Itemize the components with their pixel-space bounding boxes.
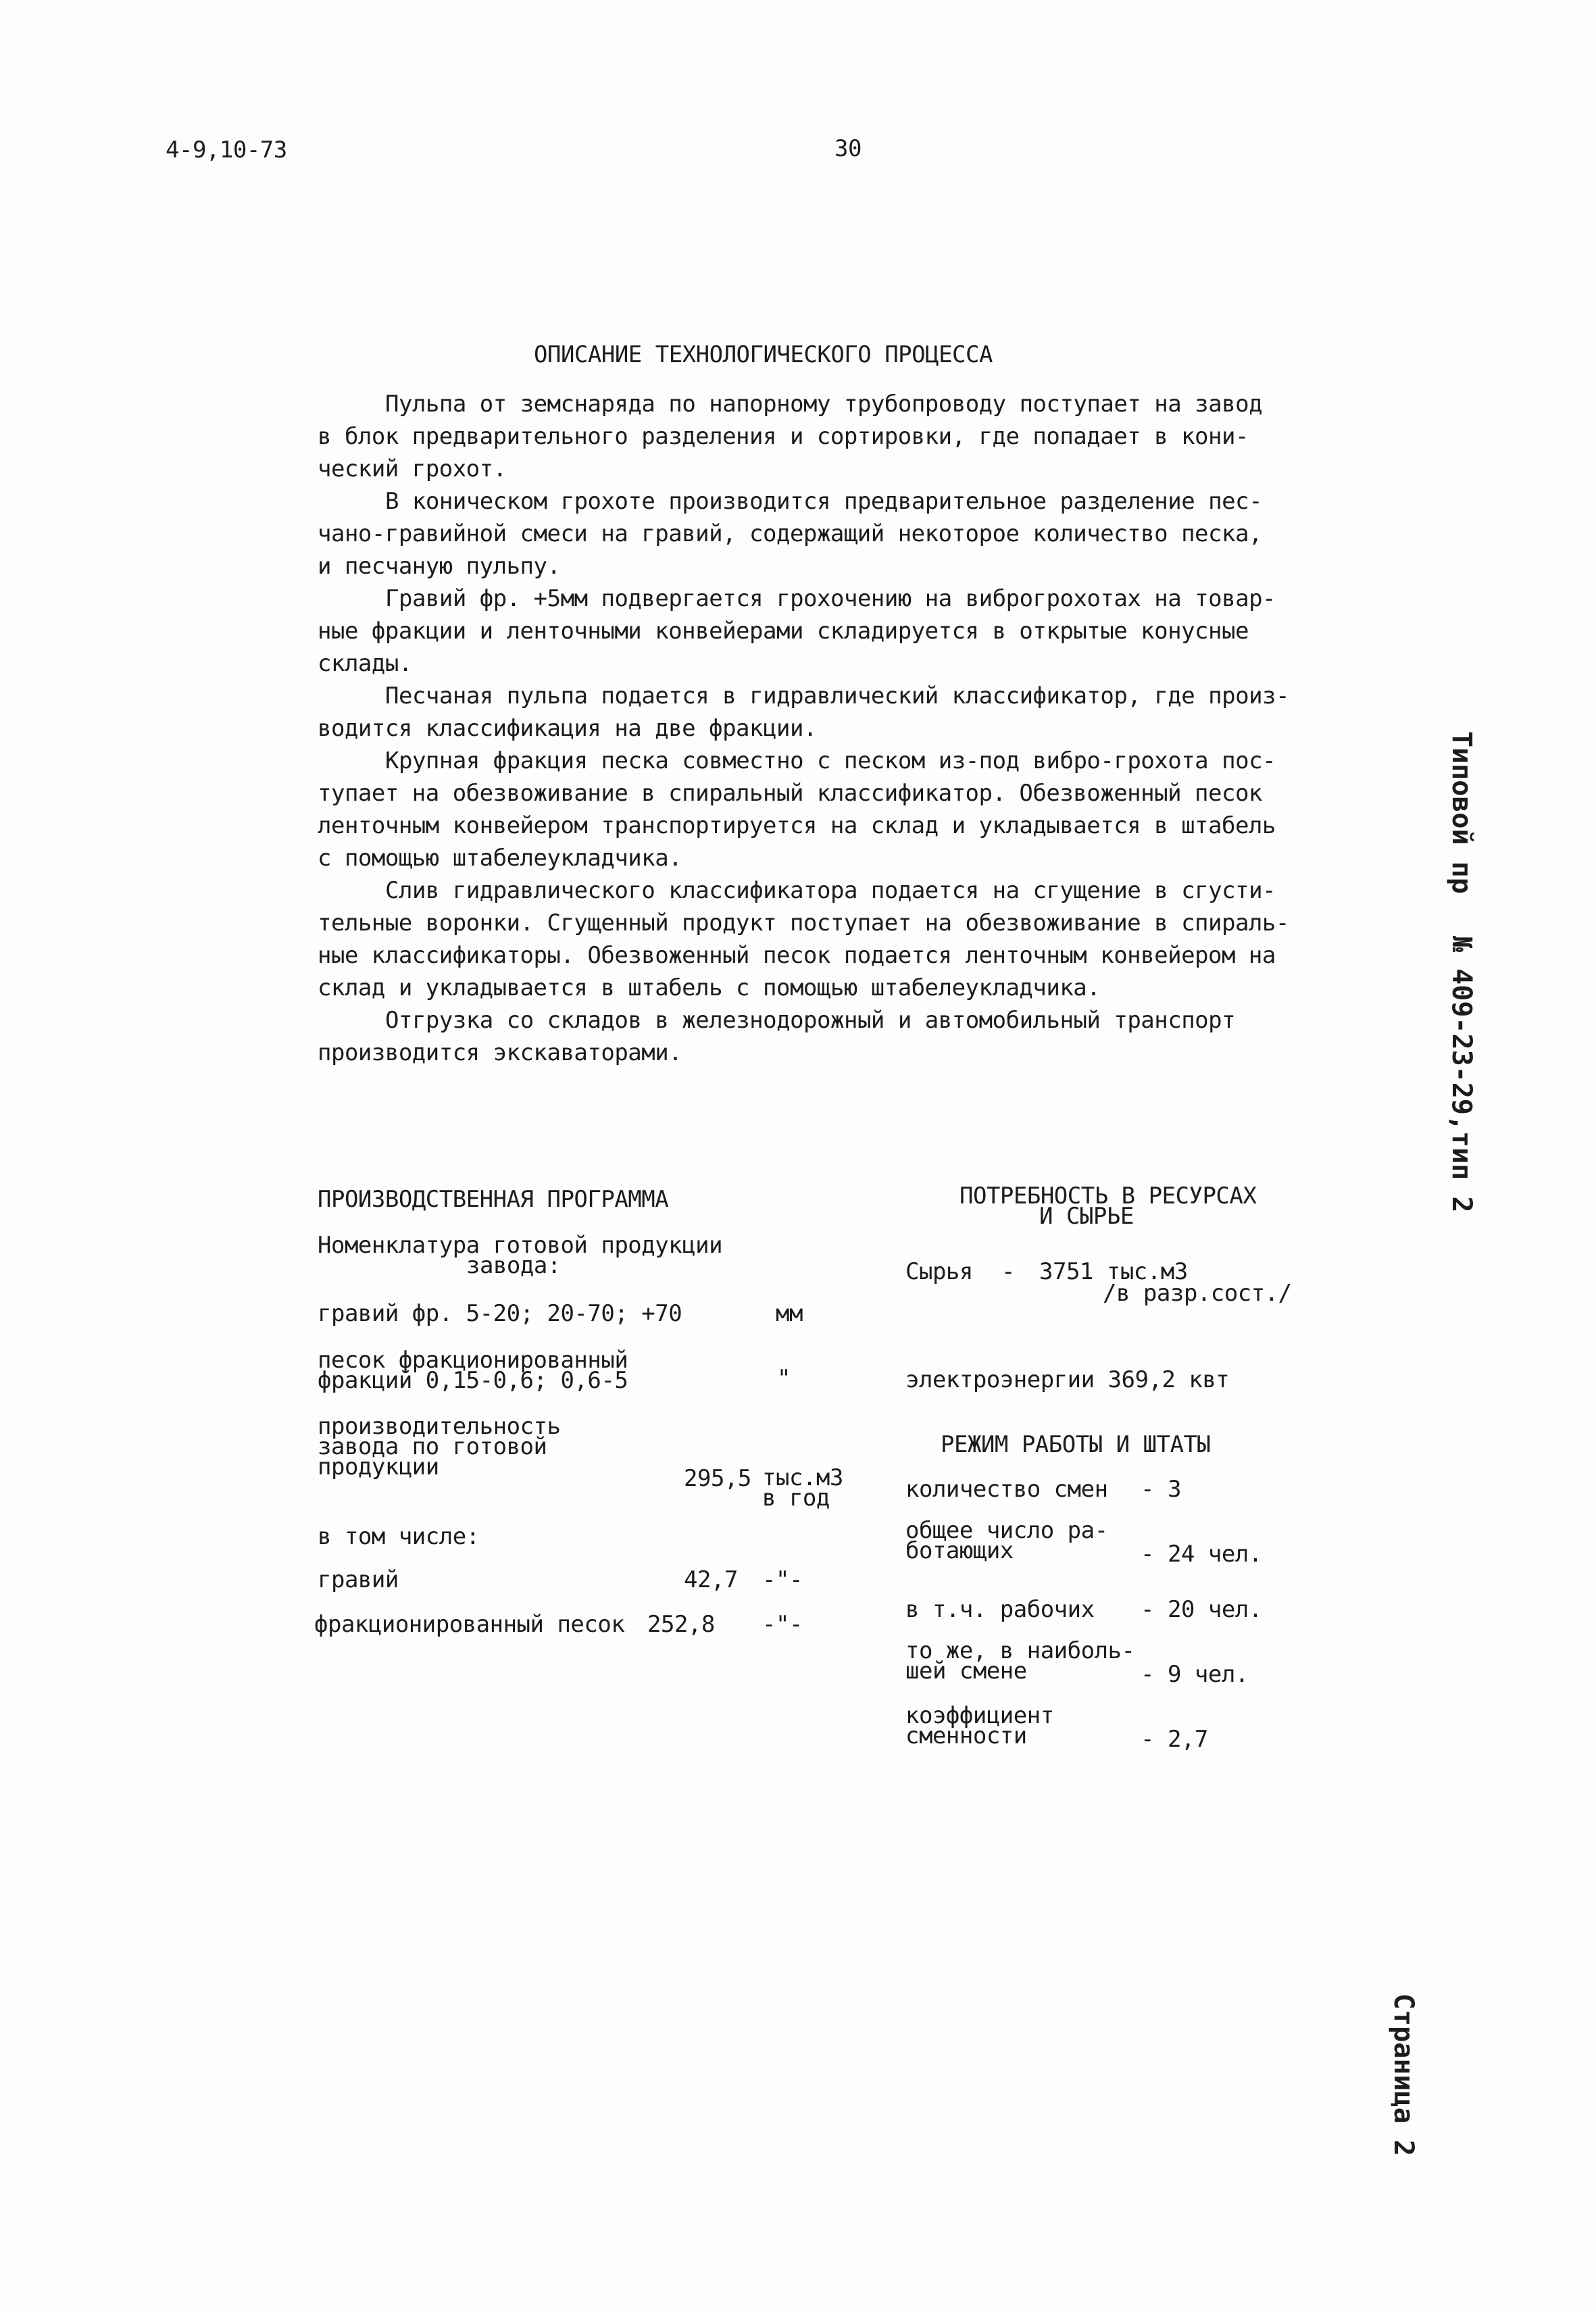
description-line: ческий грохот. xyxy=(318,455,507,482)
workers-label xyxy=(905,1517,1108,1564)
production-workers-value: - 20 чел. xyxy=(1141,1596,1262,1623)
description-line: производится экскаваторами. xyxy=(318,1039,682,1066)
description-line: В коническом грохоте производится предварительное разделение пес- xyxy=(385,488,1263,515)
description-line: Песчаная пульпа подается в гидравлический классификатор, где произ- xyxy=(385,682,1289,710)
raw-material-value: 3751 тыс.м3 xyxy=(1039,1258,1188,1285)
nomenclature-line: завода: xyxy=(466,1252,561,1279)
sand-output-value: 252,8 xyxy=(647,1611,715,1638)
capacity-unit-line: в год xyxy=(762,1485,830,1512)
shift-coefficient-line: сменности xyxy=(905,1722,1027,1749)
capacity-line: завода по готовой xyxy=(318,1433,547,1460)
description-line: с помощью штабелеукладчика. xyxy=(318,845,682,872)
raw-material-dash: - xyxy=(1001,1258,1015,1285)
power-consumption: электроэнергии 369,2 квт xyxy=(905,1366,1230,1393)
description-line: Отгрузка со складов в железнодорожный и автомобильный транспорт xyxy=(385,1007,1236,1034)
description-line: ные классификаторы. Обезвоженный песок подается ленточным конвейером на xyxy=(318,942,1276,969)
description-line: ленточным конвейером транспортируется на склад и укладывается в штабель xyxy=(318,812,1276,839)
gravel-output-unit: -"- xyxy=(762,1566,803,1593)
description-line: склад и укладывается в штабель с помощью штабелеукладчика. xyxy=(318,974,1101,1001)
workers-value: - 24 чел. xyxy=(1141,1541,1262,1568)
project-number: № 409-23-29,тип 2 xyxy=(1446,936,1477,1213)
shift-coefficient-label xyxy=(905,1702,1054,1749)
gravel-fractions: гравий фр. 5-20; 20-70; +70 xyxy=(318,1300,682,1327)
document-code: 4-9,10-73 xyxy=(166,136,287,164)
description-line: Слив гидравлического классификатора подается на сгущение в сгусти- xyxy=(385,877,1276,904)
capacity-value: 295,5 xyxy=(684,1465,751,1492)
resources-title-line: И СЫРЬЕ xyxy=(1039,1203,1134,1230)
gravel-output-label: гравий xyxy=(318,1566,399,1593)
capacity-unit-line: тыс.м3 xyxy=(762,1464,843,1491)
raw-material-note: /в разр.сост./ xyxy=(1103,1280,1292,1307)
capacity-line: продукции xyxy=(318,1453,439,1480)
description-line: тупает на обезвоживание в спиральный классификатор. Обезвоженный песок xyxy=(318,780,1262,807)
description-line: Гравий фр. +5мм подвергается грохочению на виброгрохотах на товар- xyxy=(385,585,1276,612)
description-title: ОПИСАНИЕ ТЕХНОЛОГИЧЕСКОГО ПРОЦЕССА xyxy=(534,341,993,368)
staff-title: РЕЖИМ РАБОТЫ И ШТАТЫ xyxy=(941,1431,1211,1458)
capacity-unit xyxy=(762,1464,843,1512)
sand-line: песок фракционированный xyxy=(318,1347,628,1374)
description-line: и песчаную пульпу. xyxy=(318,553,561,580)
max-shift-value: - 9 чел. xyxy=(1141,1661,1249,1688)
description-line: в блок предварительного разделения и сортировки, где попадает в кони- xyxy=(318,423,1249,450)
page-number: 30 xyxy=(834,135,862,162)
project-label: Типовой пр xyxy=(1446,731,1477,894)
description-line: ные фракции и ленточными конвейерами складируется в открытые конусные xyxy=(318,618,1249,645)
shift-coefficient-line: коэффициент xyxy=(905,1702,1054,1729)
description-line: водится классификация на две фракции. xyxy=(318,715,817,742)
raw-material-label: Сырья xyxy=(905,1258,973,1285)
resources-title xyxy=(959,1183,1257,1230)
page-label: Страница 2 xyxy=(1388,1993,1419,2156)
sand-output-unit: -"- xyxy=(762,1611,803,1638)
description-body xyxy=(318,388,1289,1069)
gravel-unit: мм xyxy=(776,1300,803,1327)
description-line: Крупная фракция песка совместно с песком из-под вибро-грохота пос- xyxy=(385,747,1276,774)
workers-line: общее число ра- xyxy=(905,1517,1108,1544)
sand-line: фракций 0,15-0,6; 0,6-5 xyxy=(318,1367,628,1394)
including-label: в том числе: xyxy=(318,1523,480,1550)
capacity-line: производительность xyxy=(318,1413,561,1440)
max-shift-line: шей смене xyxy=(905,1658,1027,1685)
sand-output-label: фракционированный песок xyxy=(314,1611,625,1638)
sand-fractions xyxy=(318,1347,628,1394)
gravel-output-value: 42,7 xyxy=(684,1566,738,1593)
description-line: чано-гравийной смеси на гравий, содержащий некоторое количество песка, xyxy=(318,520,1262,547)
shifts-label: количество смен xyxy=(905,1476,1108,1503)
workers-line: ботающих xyxy=(905,1537,1014,1564)
description-line: тельные воронки. Сгущенный продукт поступает на обезвоживание в спираль- xyxy=(318,910,1289,937)
resources-title-line: ПОТРЕБНОСТЬ В РЕСУРСАХ xyxy=(959,1183,1257,1210)
sand-unit: " xyxy=(777,1365,791,1392)
max-shift-label xyxy=(905,1637,1135,1685)
description-line: Пульпа от земснаряда по напорному трубопроводу поступает на завод xyxy=(385,391,1263,418)
production-workers-label: в т.ч. рабочих xyxy=(905,1596,1095,1623)
description-line: склады. xyxy=(318,650,412,677)
shifts-value: - 3 xyxy=(1141,1476,1181,1503)
shift-coefficient-value: - 2,7 xyxy=(1141,1726,1208,1753)
nomenclature-heading xyxy=(318,1232,723,1279)
max-shift-line: то же, в наиболь- xyxy=(905,1637,1135,1664)
capacity-label xyxy=(318,1413,561,1480)
program-title: ПРОИЗВОДСТВЕННАЯ ПРОГРАММА xyxy=(318,1186,669,1213)
nomenclature-line: Номенклатура готовой продукции xyxy=(318,1232,723,1259)
